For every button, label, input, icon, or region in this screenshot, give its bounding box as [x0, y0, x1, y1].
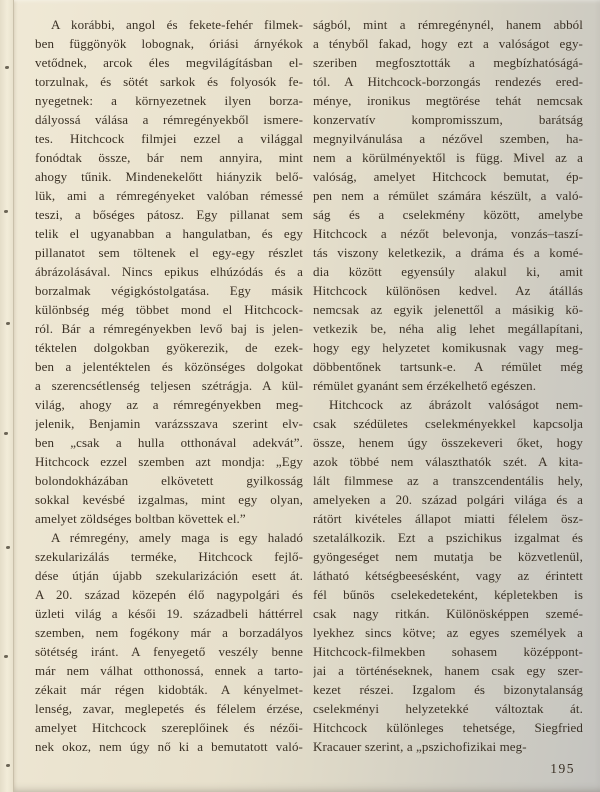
- text-block: [35, 15, 583, 756]
- text-line: ról. Bár a rémregényekben levő baj is jelen-: [35, 321, 303, 336]
- text-line: vetkezik be, néha alig lehet megállapítani,: [313, 321, 583, 336]
- text-line: ábrázolásával. Nincs epikus elhúzódás és a: [35, 264, 303, 279]
- binding-speck: [6, 764, 10, 767]
- text-line: ságból, mint a rémregénynél, hanem abból: [313, 17, 583, 32]
- text-line: megnyilvánulása a nézővel szemben, ha-: [313, 131, 583, 146]
- text-line: ahogy tűnik. Mindenekelőtt hiányzik belő-: [35, 169, 303, 184]
- text-line: borzalmak végigkóstolgatása. Egy másik: [35, 283, 303, 298]
- text-line: a tényből fakad, hogy ezt a valóságot egy-: [313, 36, 583, 51]
- text-line: jelenik, Benjamin varázsszava szerint elv-: [35, 416, 303, 431]
- text-line: teszi, a bőséges pátosz. Egy pillanat sem: [35, 207, 303, 222]
- text-line: a szerencsétlenség teljesen szétrágja. A kül-: [35, 378, 303, 393]
- binding-speck: [6, 322, 10, 325]
- text-line: téktelen dolgokban gyökerezik, de ezek-: [35, 340, 303, 355]
- text-line: Hitchcock a nézőt belevonja, vonzás–taszí-: [313, 226, 583, 241]
- text-line: fél bűnös cselekedeteként, képletekben is: [313, 587, 583, 602]
- text-line: zékait már régen kidobták. A kényelmet-: [35, 682, 303, 697]
- text-line: Hitchcock különleges tehetsége, Siegfried: [313, 720, 583, 735]
- binding-edge: [0, 0, 14, 792]
- text-line: látható kétségbeesésként, vagy az érintett: [313, 568, 583, 583]
- text-line: szemben, nem fogékony már a borzadályos: [35, 625, 303, 640]
- text-line: ben a jelentéktelen és közönséges dolgokat: [35, 359, 303, 374]
- binding-speck: [4, 655, 8, 658]
- text-line: pillanatot sem töltenek el egy-egy részlet: [35, 245, 303, 260]
- text-line: Hitchcock-filmekben sohasem középpont-: [313, 644, 583, 659]
- text-line: nemcsak az egyik jelenettől a másikig kö-: [313, 302, 583, 317]
- text-line: lenség, zavar, meglepetés és félelem érzése,: [35, 701, 303, 716]
- text-line: valóság, amelyet Hitchcock bemutat, ép-: [313, 169, 583, 184]
- text-line: amelyet Hitchcock szereplőinek és nézői-: [35, 720, 303, 735]
- text-line: már nem válhat otthonossá, ennek a tarto-: [35, 663, 303, 678]
- text-line: tes. Hitchcock filmjei ezzel a világgal: [35, 131, 303, 146]
- text-line: nem a körülményektől is függ. Mivel az a: [313, 150, 583, 165]
- text-line: jai a történéseknek, hanem csak egy szer-: [313, 663, 583, 678]
- text-line: amelyet zöldséges boltban követtek el.”: [35, 511, 246, 526]
- text-column-left: [35, 15, 303, 756]
- text-line: csak szédületes cselekményekkel kapcsolja: [313, 416, 583, 431]
- text-line: lük, ami a rémregényeket valóban rémessé: [35, 188, 303, 203]
- text-line: szekularizálás terméke, Hitchcock fejlő-: [35, 549, 303, 564]
- text-line: A rémregény, amely maga is egy haladó: [51, 530, 303, 545]
- text-line: A 20. század közepén élő nagypolgári és: [35, 587, 303, 602]
- text-line: azok többé nem választhatók szét. A kita-: [313, 454, 583, 469]
- text-line: Hitchcock az ábrázolt valóságot nem-: [329, 397, 583, 412]
- text-line: Hitchcock ezzel szemben azt mondja: „Egy: [35, 454, 303, 469]
- text-line: hogy egy helyzetet komikusnak vagy meg-: [313, 340, 583, 355]
- text-line: csak nagy ritkán. Különösképpen szemé-: [313, 606, 583, 621]
- binding-speck: [5, 66, 9, 69]
- text-line: vetődnek, arcok éles megvilágításban el-: [35, 55, 303, 70]
- text-line: világ, ahogy az a rémregényekben meg-: [35, 397, 303, 412]
- text-line: tól. A Hitchcock-borzongás rendezés ered-: [313, 74, 583, 89]
- text-line: pen nem a rémület számára készült, a való-: [313, 188, 583, 203]
- text-line: amelyeken a 20. század polgári világa és a: [313, 492, 583, 507]
- binding-speck: [4, 432, 8, 435]
- text-line: nyegetnek: a környezetnek ilyen borza-: [35, 93, 303, 108]
- text-line: nek okoz, nem úgy nő ki a bemutatott való-: [35, 739, 303, 754]
- text-line: különbség még többet mond el Hitchcock-: [35, 302, 303, 317]
- binding-speck: [4, 210, 8, 213]
- text-line: üzleti világ a késői 19. századbeli háttérrel: [35, 606, 303, 621]
- text-line: ben függönyök lobognak, óriási árnyékok: [35, 36, 303, 51]
- text-line: dése útján újabb szekularizáción esett át.: [35, 568, 303, 583]
- text-line: A korábbi, angol és fekete-fehér filmek-: [51, 17, 303, 32]
- text-line: döbbentőnek tartsunk-e. A rémület még: [313, 359, 583, 374]
- text-line: rémület gyanánt sem érzékelhető egészen.: [313, 378, 537, 393]
- text-line: kezet részei. Izgalom és bizonytalanság: [313, 682, 583, 697]
- text-line: sokkal kevésbé izgalmas, mint egy olyan,: [35, 492, 303, 507]
- text-line: dia között egyensúly alakul ki, amit: [313, 264, 583, 279]
- text-line: telik el ugyanabban a hangulatban, és egy: [35, 226, 303, 241]
- text-line: szeriben megfosztották a megbízhatóságá-: [313, 55, 583, 70]
- text-column-right: [313, 15, 583, 756]
- text-line: ménye, ironikus megtörése tehát nemcsak: [313, 93, 583, 108]
- text-line: rátört kivételes állapot miatti félelem ösz-: [313, 511, 583, 526]
- text-line: lált filmmese az a transzcendentális hely,: [313, 473, 583, 488]
- text-line: össze, henem úgy összekeveri őket, hogy: [313, 435, 583, 450]
- text-line: dályossá válása a rémregényekből ismere-: [35, 112, 303, 127]
- text-line: fonódtak össze, bár nem annyira, mint: [35, 150, 303, 165]
- text-line: ság és a cselekmény között, amelybe: [313, 207, 583, 222]
- text-line: Kracauer szerint, a „pszichofizikai meg-: [313, 739, 527, 754]
- text-line: gyöngeséget nem mutatja be közvetlenül,: [313, 549, 583, 564]
- text-line: tás viszony keletkezik, a dráma és a komé-: [313, 245, 583, 260]
- binding-speck: [6, 546, 10, 549]
- text-line: cselekményi helyzetekké változtak át.: [313, 701, 583, 716]
- page-number: 195: [550, 761, 575, 776]
- text-line: konzervatív kompromisszum, barátság: [313, 112, 583, 127]
- text-line: torzulnak, és sötét sarkok és folyosók fe-: [35, 74, 303, 89]
- text-line: lyekhez sincs kötve; az egyes személyek a: [313, 625, 583, 640]
- text-line: sötétség iránt. A fenyegető veszély benne: [35, 644, 303, 659]
- text-line: szetalálkozik. Ezt a pszichikus izgalmat és: [313, 530, 583, 545]
- text-line: ben „csak a hulla otthonával adekvát”.: [35, 435, 303, 450]
- text-line: bolondokházában elkövetett gyilkosság: [35, 473, 303, 488]
- text-line: Hitchcock különösen kedvel. Az átállás: [313, 283, 583, 298]
